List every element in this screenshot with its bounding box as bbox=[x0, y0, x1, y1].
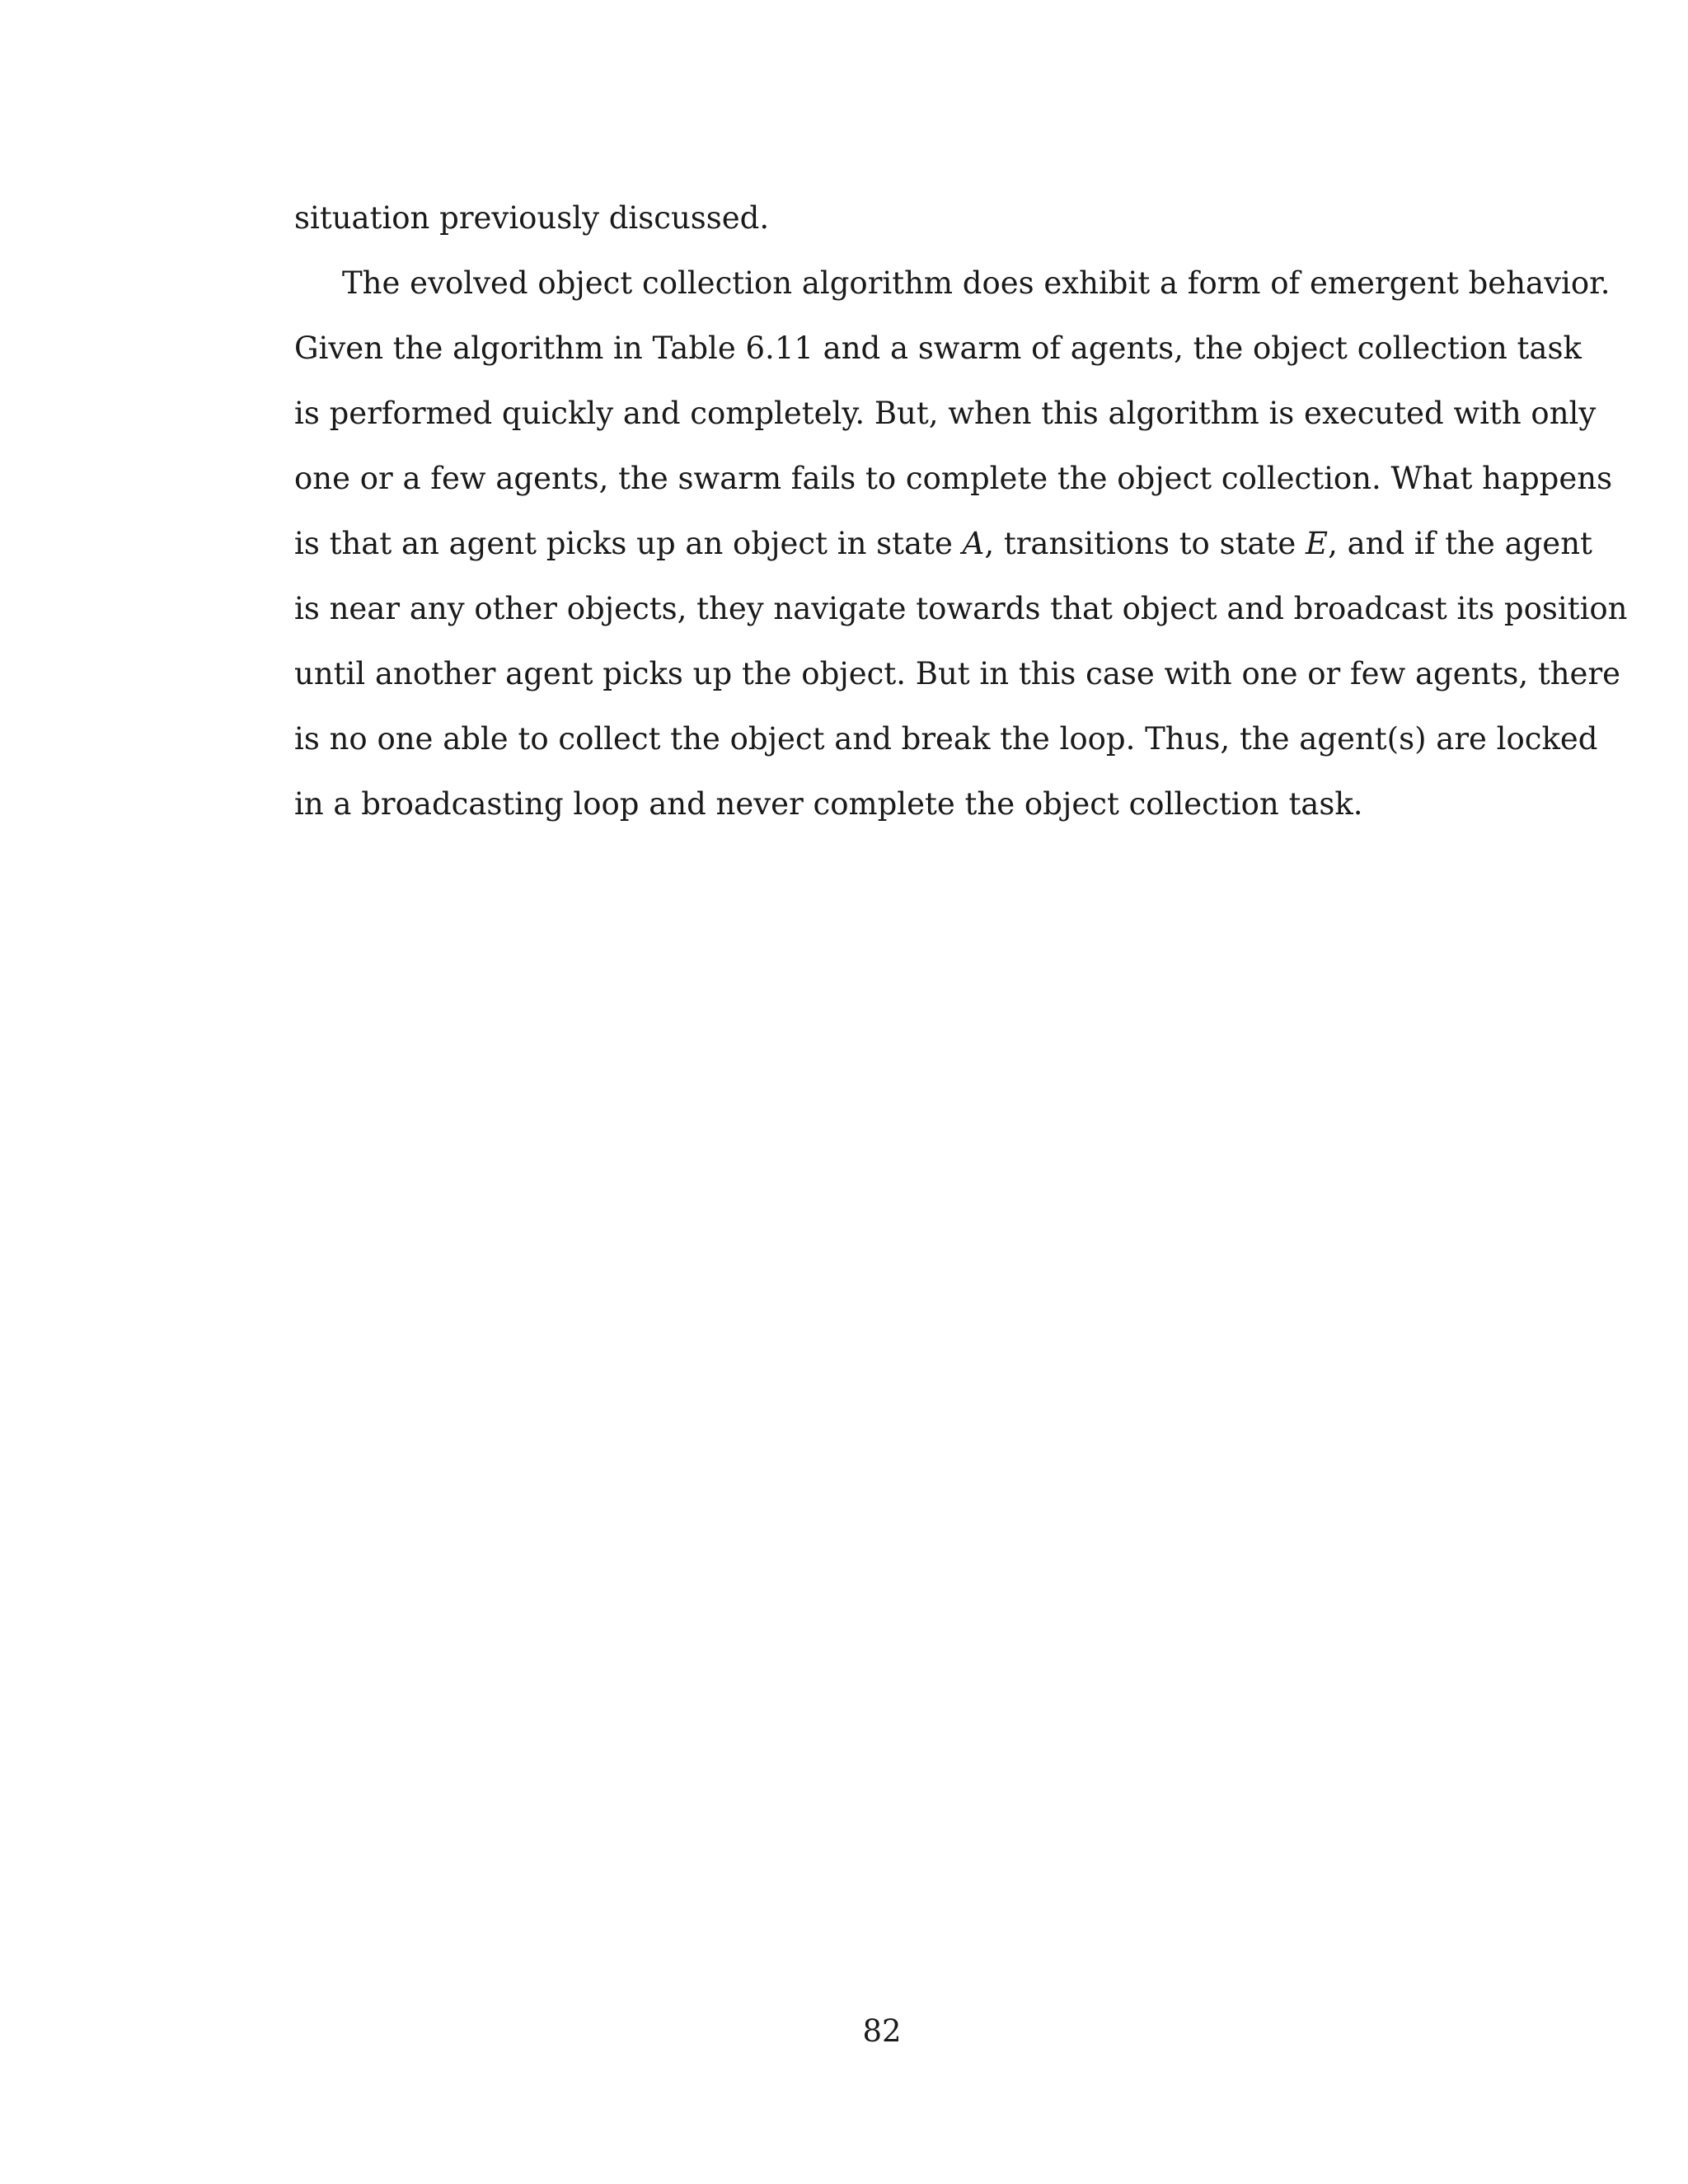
paragraph-line-4: one or a few agents, the swarm fails to complete the object collection. What happens bbox=[294, 461, 1613, 496]
paragraph-line-7: until another agent picks up the object. But in this case with one or few agents, there bbox=[294, 656, 1621, 691]
paragraph-line-2: Given the algorithm in Table 6.11 and a swarm of agents, the object collection task bbox=[294, 330, 1582, 366]
paragraph-line-5: is that an agent picks up an object in state A, transitions to state E, and if the agent bbox=[294, 526, 1592, 561]
paragraph-line-3: is performed quickly and completely. But, when this algorithm is executed with only bbox=[294, 396, 1597, 431]
paragraph-line-6: is near any other objects, they navigate towards that object and broadcast its position bbox=[294, 591, 1628, 626]
paragraph-line-1: The evolved object collection algorithm does exhibit a form of emergent behavior. bbox=[342, 265, 1611, 301]
state-symbol-a: A bbox=[962, 526, 985, 561]
page-number: 82 bbox=[862, 2013, 902, 2049]
paragraph-line-8: is no one able to collect the object and break the loop. Thus, the agent(s) are locked bbox=[294, 721, 1598, 757]
paragraph-continuation-line: situation previously discussed. bbox=[294, 200, 770, 236]
paragraph-line-9: in a broadcasting loop and never complete the object collection task. bbox=[294, 786, 1363, 822]
state-symbol-e: E bbox=[1306, 526, 1329, 561]
